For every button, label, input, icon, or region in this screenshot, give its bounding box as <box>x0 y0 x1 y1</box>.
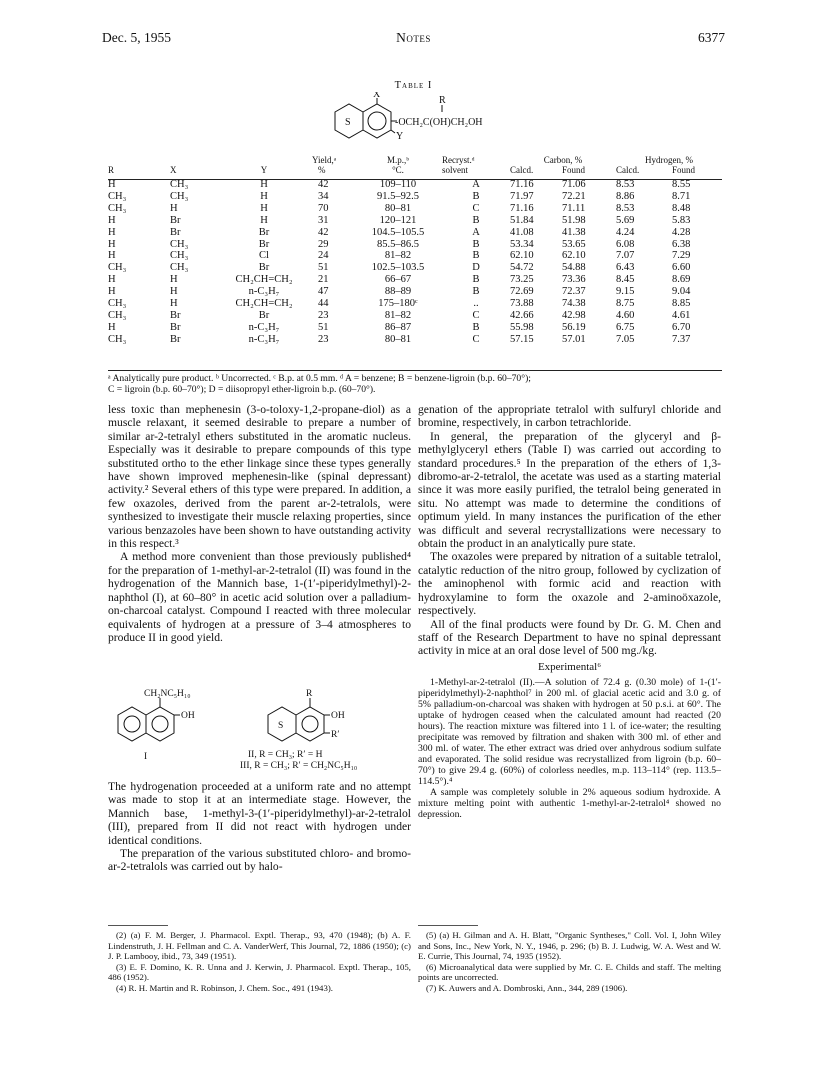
table-cell-mp: 80–81 <box>384 202 412 214</box>
table-row <box>108 334 722 346</box>
table-cell-mp: 81–82 <box>384 250 412 262</box>
table-cell-h-found: 8.69 <box>672 274 691 286</box>
mol-ii-oh: OH <box>331 711 345 721</box>
mol-ii-ring-s: S <box>278 721 284 731</box>
table-cell-y: n-C₃H₇ <box>248 333 280 345</box>
table-cell-mp: 85.5–86.5 <box>377 238 419 250</box>
col-carbon-calcd: Calcd. <box>510 164 534 175</box>
mol-ii-r: R <box>306 689 313 699</box>
molecule-diagrams <box>108 687 411 777</box>
reference-7: (7) K. Auwers and A. Dombroski, Ann., 344, 289 (1906). <box>426 982 628 993</box>
table-body <box>108 177 722 346</box>
table-cell-h-calc: 5.69 <box>616 214 635 226</box>
table-cell-h-found: 5.83 <box>672 214 691 226</box>
table-cell-x: H <box>170 286 178 298</box>
table-cell-x: CH₃ <box>170 190 189 202</box>
table-cell-c-found: 42.98 <box>562 309 586 321</box>
table-cell-c-calc: 57.15 <box>510 333 534 345</box>
table-cell-y: n-C₃H₇ <box>248 321 280 333</box>
col-hydrogen: Hydrogen, % <box>645 155 693 165</box>
table-cell-mp: 86–87 <box>384 321 412 333</box>
table-cell-r: H <box>108 226 116 238</box>
table-footnotes <box>108 373 722 395</box>
table-cell-c-calc: 71.97 <box>510 190 534 202</box>
table-cell-mp: 91.5–92.5 <box>377 190 419 202</box>
left-paragraph-1: less toxic than mephenesin (3-o-toloxy-1,2-propane-diol) as a muscle relaxant, it seemed desirable to prepare a number of similar ar-2-tetralyl ethers substituted in the aromatic nucleus. Especially was it desirable to prepare compounds of this type substituted ortho to the ether linkage since these types generally have shown improved mephenesin-like (spinal depressant) activity.² Several ethers of this type were prepared. In addition, a few oxazoles, derived from the parent ar-2-tetralols, were synthesized to investigate their muscle relaxing properties, since various benzazoles have been shown to have outstanding activity in this respect.³ <box>108 403 411 551</box>
table-header-row-2 <box>108 166 722 178</box>
table-cell-mp: 120–121 <box>379 214 417 226</box>
table-cell-h-found: 6.60 <box>672 262 691 274</box>
table-cell-x: CH₃ <box>170 238 189 250</box>
table-row <box>108 239 722 251</box>
mol-i-label: I <box>144 752 148 762</box>
right-paragraph-4: All of the final products were found by Dr. G. M. Chen and staff of the Research Department to have no spinal depressant activity in mice at an oral dose level of 500 mg./kg. <box>418 617 721 658</box>
table-cell-solvent: B <box>472 214 480 226</box>
table-cell-r: CH₃ <box>108 202 127 214</box>
table-structure-diagram <box>315 92 515 162</box>
mol-legend-iii: III, R = CH₃; R′ = CH₂NC₅H₁₀ <box>240 761 358 771</box>
data-table <box>108 156 722 346</box>
mol-legend-ii: II, R = CH₃; R′ = H <box>248 750 323 760</box>
table-cell-h-found: 8.48 <box>672 202 691 214</box>
experimental-paragraph-1: 1-Methyl-ar-2-tetralol (II).—A solution of 72.4 g. (0.30 mole) of 1-(1′-piperidylmethyl)-2-naphthol⁷ in 200 ml. of glacial acetic acid and 3.0 g. of 5% palladium-on-charcoal was shaken with hydrogen at 50 p.s.i. at 60°. The uptake of hydrogen ceased when the calculated amount had reacted (20 hours). The reaction mixture was filtered into 1 l. of ice-water; the resulting precipitate was removed by filtration and shaken with 300 ml. of ether and 300 ml. of water. The ether extract was dried over anhydrous sodium sulfate and evaporated. The solid residue was recrystallized from ligroin (b.p. 60–70°) to give 29.4 g. (60%) of colorless needles, m.p. 113–114° (rep. 113.5–114.5°).⁴ <box>418 677 721 788</box>
table-cell-r: H <box>108 286 116 298</box>
table-cell-solvent: B <box>472 238 480 250</box>
table-cell-c-calc: 51.84 <box>510 214 534 226</box>
table-cell-c-found: 72.21 <box>562 190 586 202</box>
table-cell-x: Br <box>170 321 181 333</box>
mol-i-oh: OH <box>181 711 195 721</box>
table-cell-y: H <box>260 214 268 226</box>
table-cell-c-calc: 73.88 <box>510 298 534 310</box>
table-cell-mp: 109–110 <box>379 179 417 190</box>
table-cell-solvent: .. <box>473 298 479 310</box>
structure-r-label: R <box>439 95 446 106</box>
table-row <box>108 310 722 322</box>
col-carbon: Carbon, % <box>543 155 583 165</box>
table-cell-y: Br <box>258 226 270 238</box>
table-cell-solvent: B <box>472 286 480 298</box>
table-cell-x: Br <box>170 309 181 321</box>
table-cell-c-calc: 42.66 <box>510 309 534 321</box>
reference-3: (3) E. F. Domino, K. R. Unna and J. Kerwin, J. Pharmacol. Exptl. Therap., 105, 486 (1952). <box>108 961 411 983</box>
table-cell-solvent: B <box>472 321 480 333</box>
table-cell-y: H <box>260 179 268 190</box>
table-cell-c-found: 72.37 <box>562 286 586 298</box>
table-cell-c-found: 51.98 <box>562 214 586 226</box>
col-recryst-unit: solvent <box>442 164 468 175</box>
table-cell-solvent: C <box>472 309 480 321</box>
table-cell-h-calc: 6.43 <box>616 262 635 274</box>
table-cell-x: Br <box>170 214 181 226</box>
table-cell-y: H <box>260 202 268 214</box>
table-cell-yield: 23 <box>318 309 329 321</box>
table-cell-h-found: 4.28 <box>672 226 691 238</box>
table-cell-r: H <box>108 214 116 226</box>
table-cell-h-calc: 8.45 <box>616 274 635 286</box>
table-cell-r: H <box>108 250 116 262</box>
table-row <box>108 274 722 286</box>
table-cell-x: Br <box>170 333 181 345</box>
col-mp-unit: °C. <box>392 164 404 175</box>
table-cell-r: CH₃ <box>108 309 127 321</box>
table-cell-c-calc: 62.10 <box>510 250 534 262</box>
experimental-heading: Experimental⁶ <box>537 660 602 673</box>
left-paragraph-2: A method more convenient than those previously published⁴ for the preparation of 1-methyl-ar-2-tetralol (II) was found in the hydrogenation of the Mannich base, 1-(1′-piperidylmethyl)-2-naphthol (I), at 60–80° in acetic acid solution over a palladium-on-charcoal catalyst. Compound I reacted with three molecular equivalents of hydrogen at a pressure of 3–4 atmospheres to produce II in good yield. <box>108 550 411 644</box>
experimental-paragraph-2: A sample was completely soluble in 2% aqueous sodium hydroxide. A mixture melting point with authentic 1-methyl-ar-2-tetralol⁴ showed no depression. <box>418 787 721 821</box>
table-cell-c-found: 57.01 <box>562 333 586 345</box>
reference-4: (4) R. H. Martin and R. Robinson, J. Chem. Soc., 491 (1943). <box>116 982 333 993</box>
structure-y-label: Y <box>396 131 404 142</box>
table-cell-x: CH₃ <box>170 179 189 190</box>
table-cell-h-calc: 6.75 <box>616 321 635 333</box>
col-mp-top: M.p.,ᵇ <box>386 155 410 165</box>
left-paragraph-3: The hydrogenation proceeded at a uniform rate and no attempt was made to stop it at an intermediate stage. However, the Mannich base, 1-methyl-3-(1′-piperidylmethyl)-ar-2-tetralol (III), prepared from II did not react with hydrogen under identical conditions. <box>108 780 411 847</box>
table-cell-h-calc: 4.24 <box>616 226 635 238</box>
table-cell-h-calc: 7.05 <box>616 333 635 345</box>
table-cell-y: Br <box>258 262 270 274</box>
table-cell-h-found: 8.85 <box>672 298 691 310</box>
table-cell-yield: 23 <box>318 333 329 345</box>
table-cell-solvent: B <box>472 250 480 262</box>
table-cell-mp: 102.5–103.5 <box>371 262 425 274</box>
table-cell-yield: 31 <box>318 214 329 226</box>
table-header-rule <box>108 179 722 180</box>
col-x: X <box>170 164 177 175</box>
table-cell-r: CH₃ <box>108 298 127 310</box>
reference-2: (2) (a) F. M. Berger, J. Pharmacol. Exptl. Therap., 93, 470 (1948); (b) A. F. Lindenstruth, J. H. Fellman and C. A. VanderWerf, This Journal, 72, 1886 (1950); (c) J. P. Lambooy, ibid., 73, 349 (1951). <box>108 930 411 962</box>
table-cell-y: H <box>260 190 268 202</box>
table-cell-h-calc: 8.53 <box>616 202 635 214</box>
table-cell-solvent: A <box>472 179 480 190</box>
left-footnote-rule <box>108 925 168 926</box>
right-paragraph-3: The oxazoles were prepared by nitration of a suitable tetralol, catalytic reduction of the nitro group, followed by cyclization of the aminophenol with formic acid and reaction with hydroxylamine to form the oxazole and 2-aminoöxazole, respectively. <box>418 550 721 618</box>
table-row <box>108 250 722 262</box>
table-cell-mp: 81–82 <box>384 309 412 321</box>
table-cell-yield: 70 <box>318 202 329 214</box>
table-cell-x: H <box>170 274 178 286</box>
table-cell-yield: 34 <box>318 190 329 202</box>
table-cell-y: n-C₃H₇ <box>248 286 280 298</box>
mol-ii-rprime: R′ <box>331 730 340 740</box>
table-cell-h-found: 4.61 <box>672 309 691 321</box>
table-cell-h-calc: 8.86 <box>616 190 635 202</box>
right-references <box>418 930 721 994</box>
table-cell-x: CH₃ <box>170 250 189 262</box>
table-cell-c-calc: 71.16 <box>510 179 534 190</box>
table-cell-mp: 80–81 <box>384 333 412 345</box>
table-cell-y: CH₂CH=CH₂ <box>235 298 293 310</box>
table-cell-h-found: 6.38 <box>672 238 691 250</box>
col-carbon-found: Found <box>562 164 586 175</box>
table-cell-c-calc: 54.72 <box>510 262 534 274</box>
table-row <box>108 227 722 239</box>
running-header <box>102 30 725 48</box>
table-cell-solvent: B <box>472 274 480 286</box>
col-r: R <box>108 164 115 175</box>
table-row <box>108 191 722 203</box>
right-footnote-rule <box>418 925 478 926</box>
table-cell-yield: 47 <box>318 286 329 298</box>
col-recryst-top: Recryst.ᵈ <box>442 155 475 165</box>
table-cell-r: CH₃ <box>108 190 127 202</box>
table-cell-yield: 21 <box>318 274 329 286</box>
table-cell-solvent: A <box>472 226 480 238</box>
table-cell-h-calc: 7.07 <box>616 250 635 262</box>
table-cell-x: H <box>170 202 178 214</box>
table-cell-x: CH₃ <box>170 262 189 274</box>
header-date: Dec. 5, 1955 <box>102 30 171 45</box>
experimental-text <box>418 677 721 820</box>
table-cell-yield: 51 <box>318 321 329 333</box>
table-cell-c-calc: 73.25 <box>510 274 534 286</box>
table-cell-x: H <box>170 298 178 310</box>
table-cell-yield: 42 <box>318 226 329 238</box>
right-column <box>418 403 721 820</box>
table-cell-h-calc: 8.53 <box>616 179 635 190</box>
table-cell-h-calc: 4.60 <box>616 309 635 321</box>
col-yield-top: Yield,ᵃ <box>312 155 337 165</box>
header-section: Notes <box>396 30 431 45</box>
structure-x-label: X <box>373 92 381 100</box>
table-cell-h-found: 8.55 <box>672 179 691 190</box>
left-column-lower <box>108 780 411 874</box>
table-cell-y: Br <box>258 309 270 321</box>
table-cell-c-calc: 71.16 <box>510 202 534 214</box>
table-cell-c-calc: 55.98 <box>510 321 534 333</box>
table-cell-h-found: 6.70 <box>672 321 691 333</box>
table-cell-c-found: 54.88 <box>562 262 586 274</box>
table-cell-c-calc: 53.34 <box>510 238 534 250</box>
table-cell-h-found: 7.37 <box>672 333 691 345</box>
table-cell-h-found: 7.29 <box>672 250 691 262</box>
table-cell-c-found: 71.06 <box>562 179 586 190</box>
table-cell-r: H <box>108 321 116 333</box>
table-row <box>108 215 722 227</box>
table-cell-yield: 51 <box>318 262 329 274</box>
table-cell-yield: 44 <box>318 298 329 310</box>
table-cell-y: Cl <box>259 250 269 262</box>
table-cell-yield: 24 <box>318 250 329 262</box>
table-row <box>108 298 722 310</box>
table-cell-x: Br <box>170 226 181 238</box>
table-row <box>108 262 722 274</box>
table-cell-solvent: D <box>472 262 480 274</box>
structure-chain-label: -OCH₂C(OH)CH₂OH <box>395 117 483 128</box>
table-cell-h-found: 8.71 <box>672 190 691 202</box>
table-cell-c-found: 62.10 <box>562 250 586 262</box>
table-cell-r: CH₃ <box>108 262 127 274</box>
reference-6: (6) Microanalytical data were supplied by Mr. C. E. Childs and staff. The melting points are uncorrected. <box>418 961 721 983</box>
left-paragraph-4: The preparation of the various substituted chloro- and bromo-ar-2-tetralols was carried out by halo- <box>108 847 411 874</box>
table-cell-c-found: 56.19 <box>562 321 586 333</box>
table-cell-h-calc: 9.15 <box>616 286 635 298</box>
table-cell-h-found: 9.04 <box>672 286 691 298</box>
right-paragraph-1: genation of the appropriate tetralol with sulfuryl chloride and bromine, respectively, in carbon tetrachloride. <box>418 403 721 430</box>
table-cell-mp: 66–67 <box>384 274 412 286</box>
table-cell-c-calc: 72.69 <box>510 286 534 298</box>
table-row <box>108 286 722 298</box>
structure-ring-s-label: S <box>345 117 351 128</box>
table-cell-mp: 104.5–105.5 <box>371 226 425 238</box>
table-bottom-rule <box>108 370 722 371</box>
table-cell-mp: 175–180ᶜ <box>378 298 418 310</box>
table-cell-h-calc: 6.08 <box>616 238 635 250</box>
table-row <box>108 203 722 215</box>
col-hydrogen-found: Found <box>672 164 696 175</box>
table-cell-h-calc: 8.75 <box>616 298 635 310</box>
table-cell-c-found: 71.11 <box>562 202 586 214</box>
table-cell-r: H <box>108 179 116 190</box>
table-cell-solvent: C <box>472 333 480 345</box>
table-cell-y: Br <box>258 238 270 250</box>
table-footnote-line-1: ᵃ Analytically pure product. ᵇ Uncorrected. ᶜ B.p. at 0.5 mm. ᵈ A = benzene; B = benzene-ligroin (b.p. 60–70°); <box>108 373 531 384</box>
table-title: Table I <box>394 80 433 91</box>
reference-5: (5) (a) H. Gilman and A. H. Blatt, "Organic Syntheses," Coll. Vol. I, John Wiley and Sons, Inc., New York, N. Y., 1946, p. 296; (b) B. J. Ludwig, W. A. West and W. E. Currie, This Journal, 74, 1935 (1952). <box>418 930 721 962</box>
left-references <box>108 930 411 994</box>
table-cell-yield: 42 <box>318 179 329 190</box>
table-cell-solvent: C <box>472 202 480 214</box>
table-cell-mp: 88–89 <box>384 286 412 298</box>
col-yield-unit: % <box>318 164 326 175</box>
table-cell-c-found: 53.65 <box>562 238 586 250</box>
table-cell-y: CH₂CH=CH₂ <box>235 274 293 286</box>
table-cell-c-found: 74.38 <box>562 298 586 310</box>
header-page-number: 6377 <box>698 30 725 45</box>
table-cell-r: H <box>108 238 116 250</box>
table-cell-yield: 29 <box>318 238 329 250</box>
right-paragraph-2: In general, the preparation of the glyceryl and β-methylglyceryl ethers (Table I) was carried out according to standard procedures.⁵ In the preparation of the ethers of 1,3-dibromo-ar-2-tetralol, the acetate was used as a starting material since it was more easily purified, the tetralol being generated in situ. No attempt was made to determine the conditions of optimum yield. In many instances the purification of the ether was difficult and several recrystallizations were necessary to obtain the product in an analytically pure state. <box>418 429 721 551</box>
table-row <box>108 322 722 334</box>
mol-i-substituent: CH₂NC₅H₁₀ <box>144 689 191 699</box>
col-y: Y <box>260 164 268 175</box>
table-cell-r: H <box>108 274 116 286</box>
table-cell-c-calc: 41.08 <box>510 226 534 238</box>
table-cell-c-found: 73.36 <box>562 274 586 286</box>
col-hydrogen-calcd: Calcd. <box>616 164 640 175</box>
table-footnote-line-2: C = ligroin (b.p. 60–70°); D = diisopropyl ether-ligroin b.p. (60–70°). <box>108 384 376 395</box>
left-column <box>108 403 411 644</box>
table-cell-r: CH₃ <box>108 333 127 345</box>
table-cell-c-found: 41.38 <box>562 226 586 238</box>
table-cell-solvent: B <box>472 190 480 202</box>
